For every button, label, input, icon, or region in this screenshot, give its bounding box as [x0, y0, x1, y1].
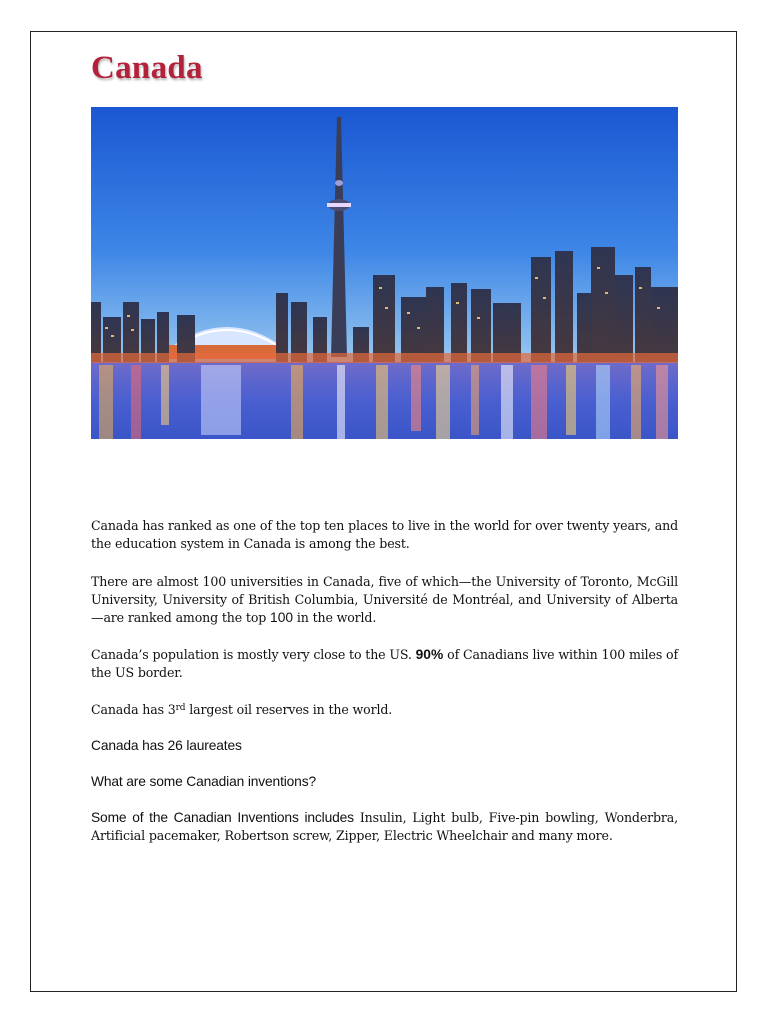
page-title: Canada — [91, 50, 203, 86]
toronto-skyline-image — [91, 107, 678, 439]
paragraph-population: Canada’s population is mostly very close to the US. 90% of Canadians live within 100 miles of the US border. — [91, 647, 678, 680]
paragraph-livability: Canada has ranked as one of the top ten places to live in the world for over twenty years, and the education system in Canada is among the best. — [91, 518, 678, 551]
paragraph-inventions-list: Some of the Canadian Inventions includes Insulin, Light bulb, Five-pin bowling, Wonderbra, Artificial pacemaker, Robertson screw, Zipper, Electric Wheelchair and many more. — [91, 810, 679, 843]
paragraph-oil-reserves: Canada has 3rd largest oil reserves in the world. — [91, 702, 393, 717]
paragraph-inventions-question: What are some Canadian inventions? — [91, 774, 316, 789]
paragraph-laureates: Canada has 26 laureates — [91, 738, 242, 753]
paragraph-universities: There are almost 100 universities in Canada, five of which—the University of Toronto, McGill University, University of British Columbia, Université de Montréal, and University of Alberta—are ranked among the top 100 in the world. — [91, 574, 678, 625]
